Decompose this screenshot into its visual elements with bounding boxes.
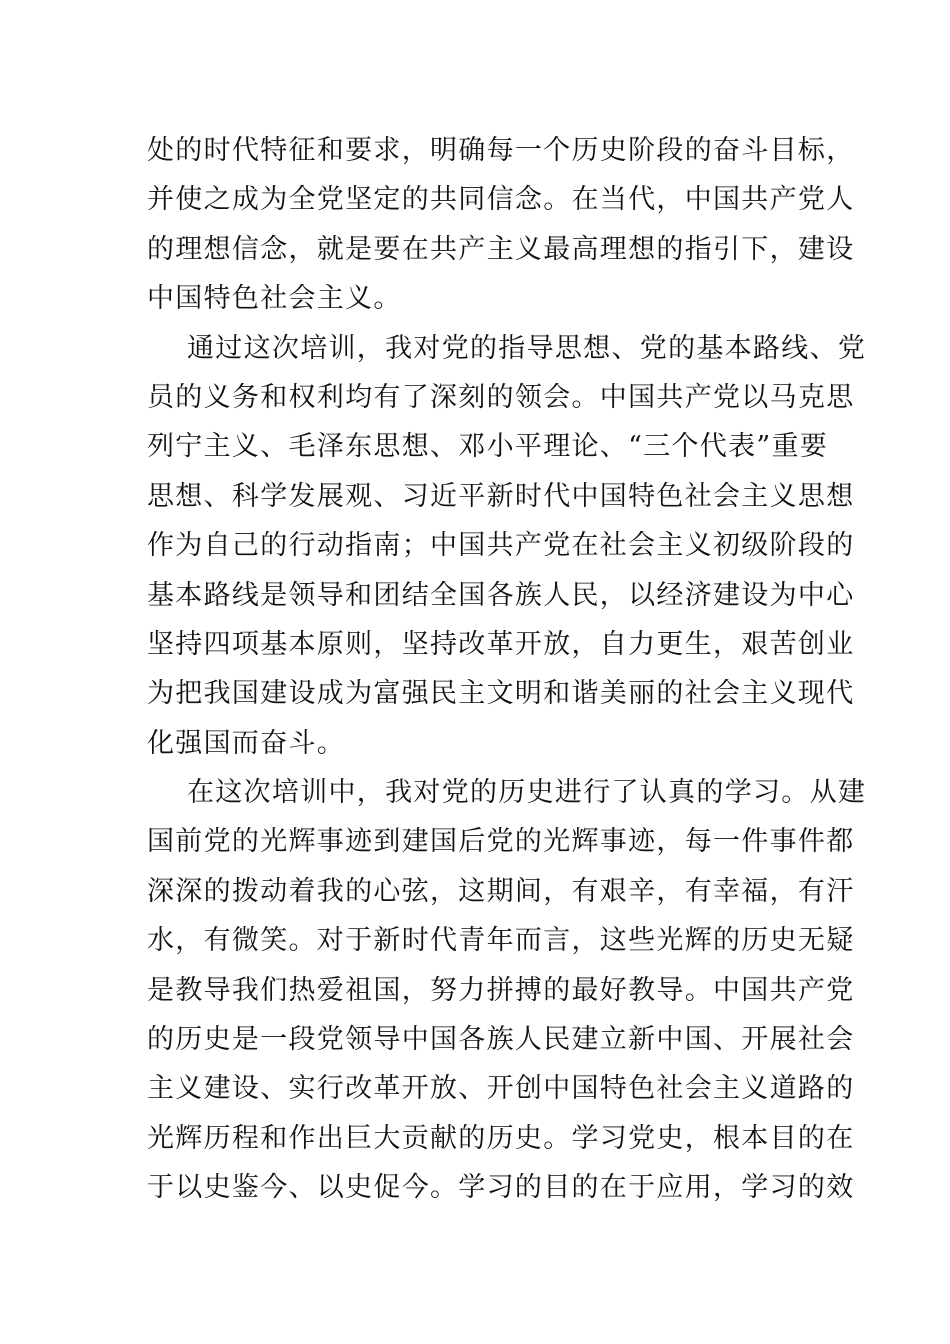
text-line: 中国特色社会主义。 [147, 283, 402, 315]
text-line: 员的义务和权利均有了深刻的领会。中国共产党以马克思 [147, 381, 855, 413]
text-line: 水，有微笑。对于新时代青年而言，这些光辉的历史无疑 [147, 925, 855, 957]
text-line: 的理想信念，就是要在共产主义最高理想的指引下，建设 [147, 233, 855, 265]
text-line: 光辉历程和作出巨大贡献的历史。学习党史，根本目的在 [147, 1122, 855, 1154]
text-line: 国前党的光辉事迹到建国后党的光辉事迹，每一件事件都 [147, 826, 855, 858]
text-line: 的历史是一段党领导中国各族人民建立新中国、开展社会 [147, 1024, 855, 1056]
text-line: 并使之成为全党坚定的共同信念。在当代，中国共产党人 [147, 184, 855, 216]
text-line: 是教导我们热爱祖国，努力拼搏的最好教导。中国共产党 [147, 974, 855, 1006]
paragraph-first-line: 通过这次培训，我对党的指导思想、党的基本路线、党 [187, 332, 867, 364]
text-line: 化强国而奋斗。 [147, 727, 346, 759]
text-line: 处的时代特征和要求，明确每一个历史阶段的奋斗目标， [147, 135, 855, 166]
body-text [147, 126, 867, 1213]
text-line: 为把我国建设成为富强民主文明和谐美丽的社会主义现代 [147, 678, 855, 710]
paragraph-first-line: 在这次培训中，我对党的历史进行了认真的学习。从建 [187, 777, 867, 809]
text-line: 基本路线是领导和团结全国各族人民，以经济建设为中心 [147, 579, 855, 611]
text-line: 列宁主义、毛泽东思想、邓小平理论、“三个代表”重要 [147, 431, 829, 463]
text-line: 作为自己的行动指南；中国共产党在社会主义初级阶段的 [147, 530, 855, 562]
text-line: 主义建设、实行改革开放、开创中国特色社会主义道路的 [147, 1073, 855, 1105]
text-line: 于以史鉴今、以史促今。学习的目的在于应用，学习的效 [147, 1172, 855, 1204]
text-line: 思想、科学发展观、习近平新时代中国特色社会主义思想 [147, 480, 855, 512]
text-line: 深深的拨动着我的心弦，这期间，有艰辛，有幸福，有汗 [147, 875, 855, 907]
text-line: 坚持四项基本原则，坚持改革开放，自力更生，艰苦创业 [147, 628, 855, 660]
